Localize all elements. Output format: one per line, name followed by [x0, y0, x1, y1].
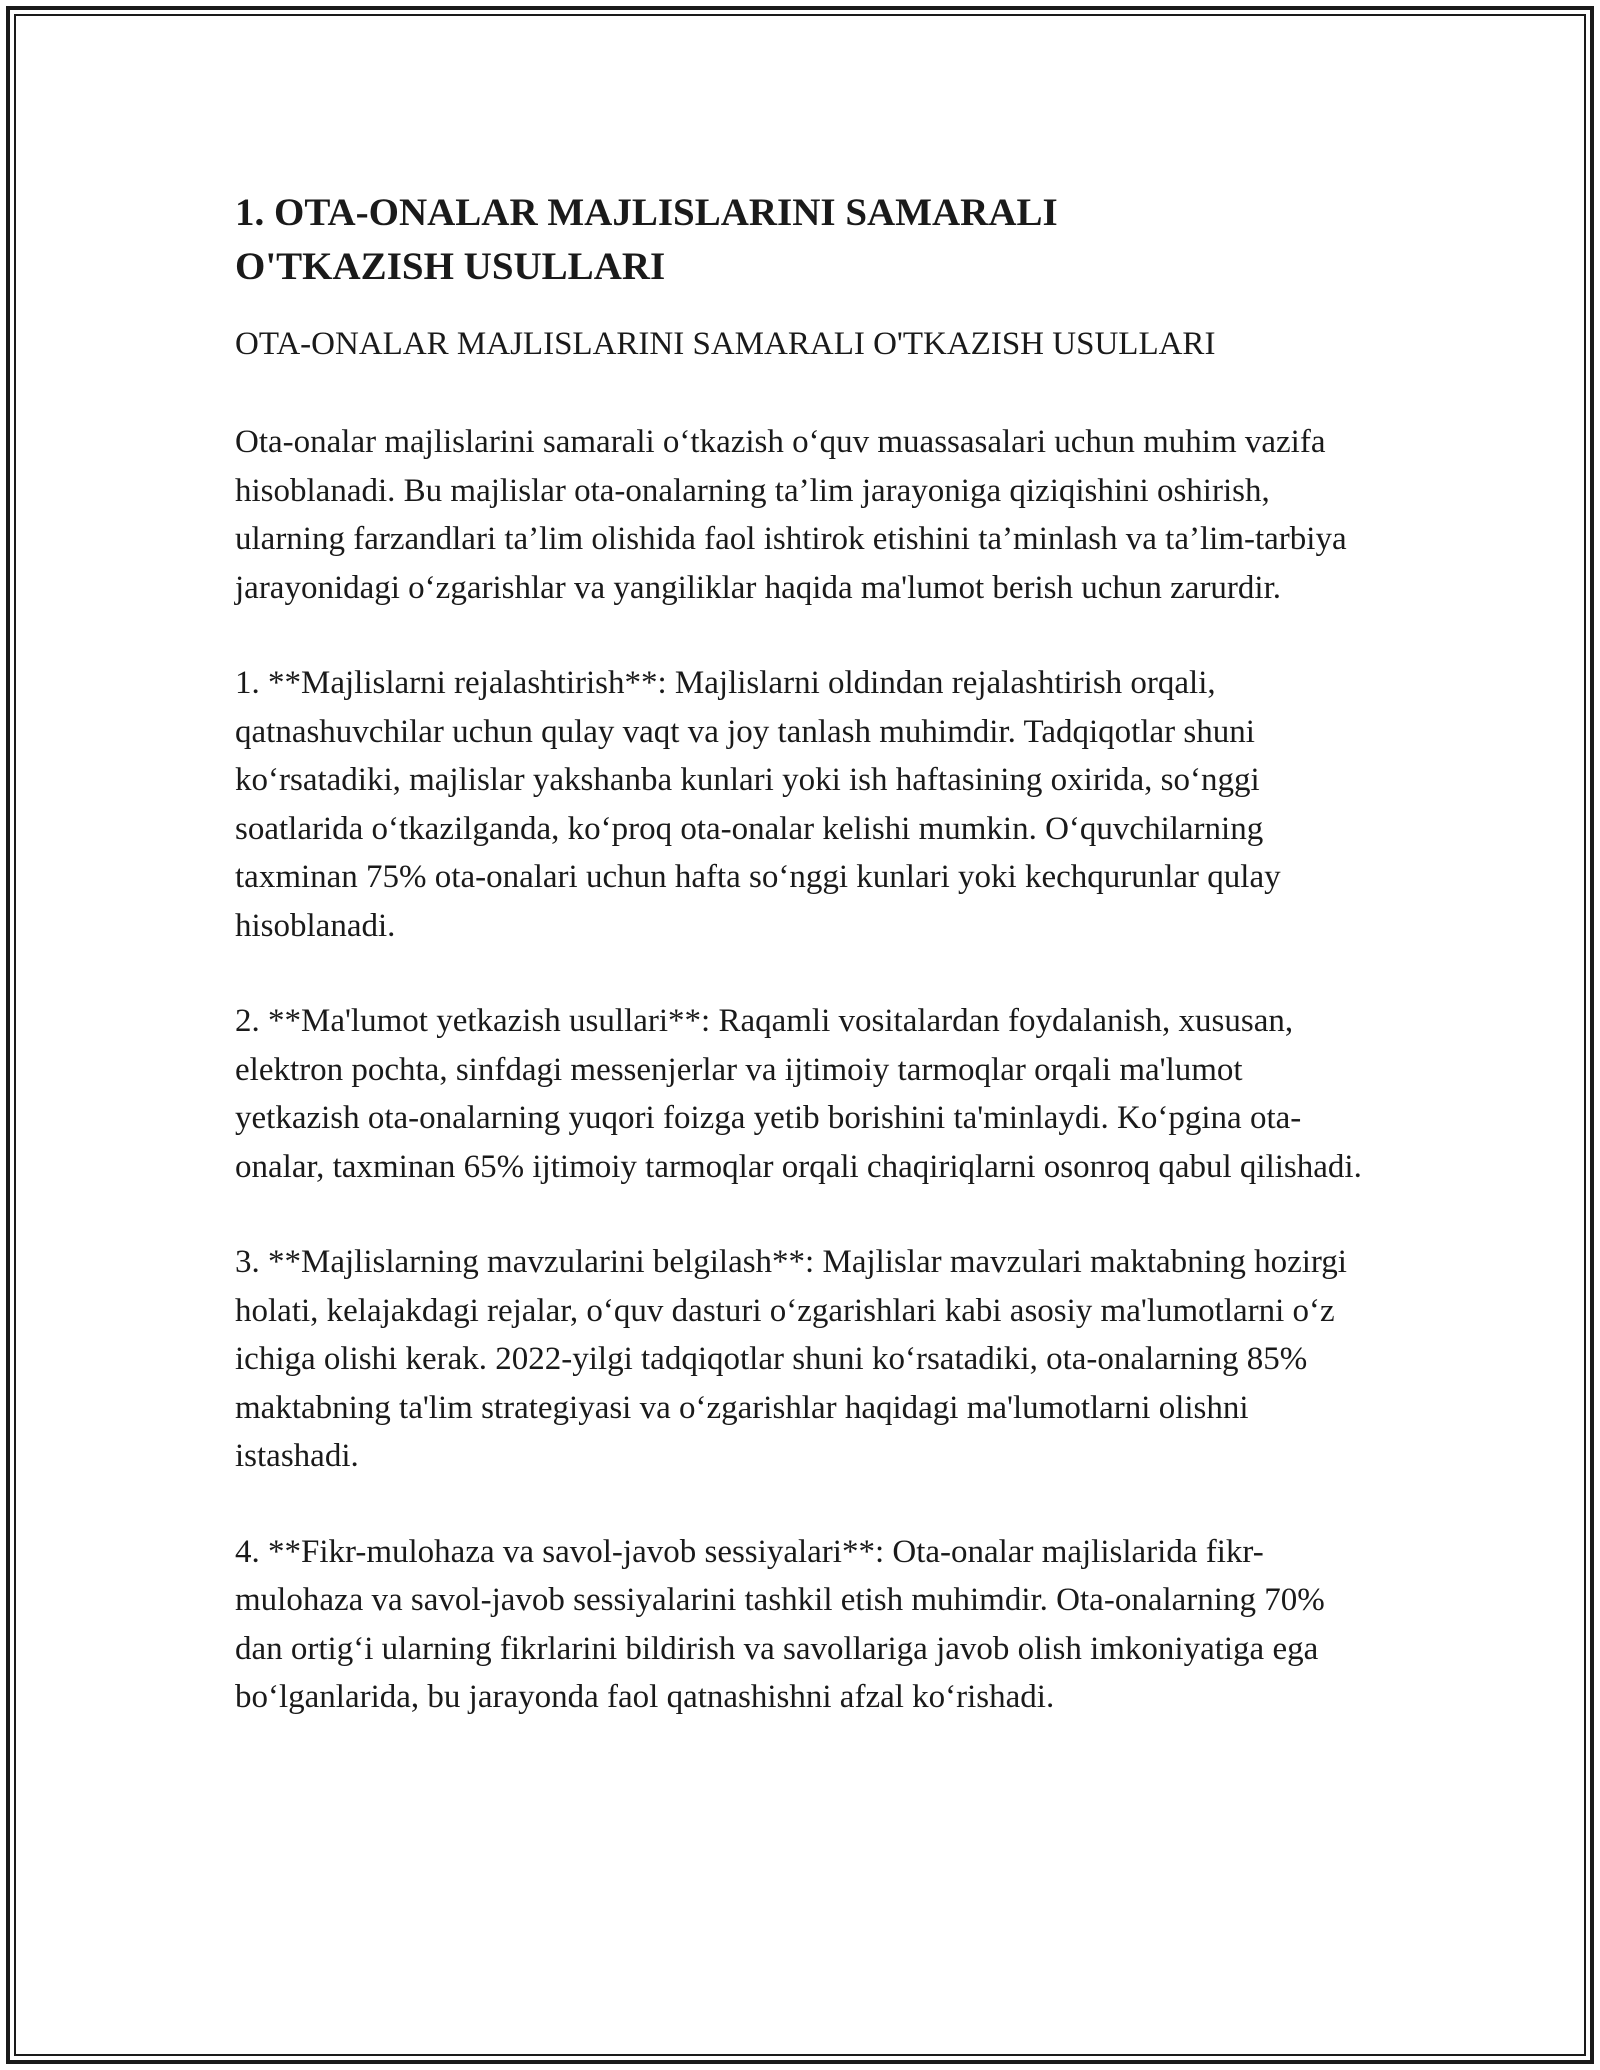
document-subtitle: OTA-ONALAR MAJLISLARINI SAMARALI O'TKAZISH USULLARI	[235, 326, 1216, 362]
document-title-line-2: O'TKAZISH USULLARI	[235, 245, 666, 288]
list-item-3: 3. **Majlislarning mavzularini belgilash**: Majlislar mavzulari maktabning hozirgi holati, kelajakdagi rejalar, o‘quv dasturi o‘zgarishlari kabi asosiy ma'lumotlarni o‘z ichiga olishi kerak. 2022-yilgi tadqiqotlar shuni ko‘rsatadiki, ota-onalarning 85% maktabning ta'lim strategiyasi va o‘zgarishlar haqidagi ma'lumotlarni olishni istashadi.	[235, 1244, 1347, 1474]
list-item-4: 4. **Fikr-mulohaza va savol-javob sessiyalari**: Ota-onalar majlislarida fikr-mulohaza va savol-javob sessiyalarini tashkil etish muhimdir. Ota-onalarning 70% dan ortig‘i ularning fikrlarini bildirish va savollariga javob olish imkoniyatiga ega bo‘lganlarida, bu jarayonda faol qatnashishni afzal ko‘rishadi.	[235, 1533, 1325, 1715]
intro-paragraph: Ota-onalar majlislarini samarali o‘tkazish o‘quv muassasalari uchun muhim vazifa hisoblanadi. Bu majlislar ota-onalarning ta’lim jarayoniga qiziqishini oshirish, ularning farzandlari ta’lim olishida faol ishtirok etishini ta’minlash va ta’lim-tarbiya jarayonidagi o‘zgarishlar va yangiliklar haqida ma'lumot berish uchun zarurdir.	[235, 424, 1347, 606]
list-item-1: 1. **Majlislarni rejalashtirish**: Majlislarni oldindan rejalashtirish orqali, qatnashuvchilar uchun qulay vaqt va joy tanlash muhimdir. Tadqiqotlar shuni ko‘rsatadiki, majlislar yakshanba kunlari yoki ish haftasining oxirida, so‘nggi soatlarida o‘tkazilganda, ko‘proq ota-onalar kelishi mumkin. O‘quvchilarning taxminan 75% ota-onalari uchun hafta so‘nggi kunlari yoki kechqurunlar qulay hisoblanadi.	[235, 665, 1281, 944]
document-page	[235, 186, 1375, 1722]
document-title	[235, 186, 1175, 294]
document-title-line-1: 1. OTA-ONALAR MAJLISLARINI SAMARALI	[235, 191, 1058, 234]
list-item-2: 2. **Ma'lumot yetkazish usullari**: Raqamli vositalardan foydalanish, xususan, elektron pochta, sinfdagi messenjerlar va ijtimoiy tarmoqlar orqali ma'lumot yetkazish ota-onalarning yuqori foizga yetib borishini ta'minlaydi. Ko‘pgina ota-onalar, taxminan 65% ijtimoiy tarmoqlar orqali chaqiriqlarni osonroq qabul qilishadi.	[235, 1003, 1362, 1185]
